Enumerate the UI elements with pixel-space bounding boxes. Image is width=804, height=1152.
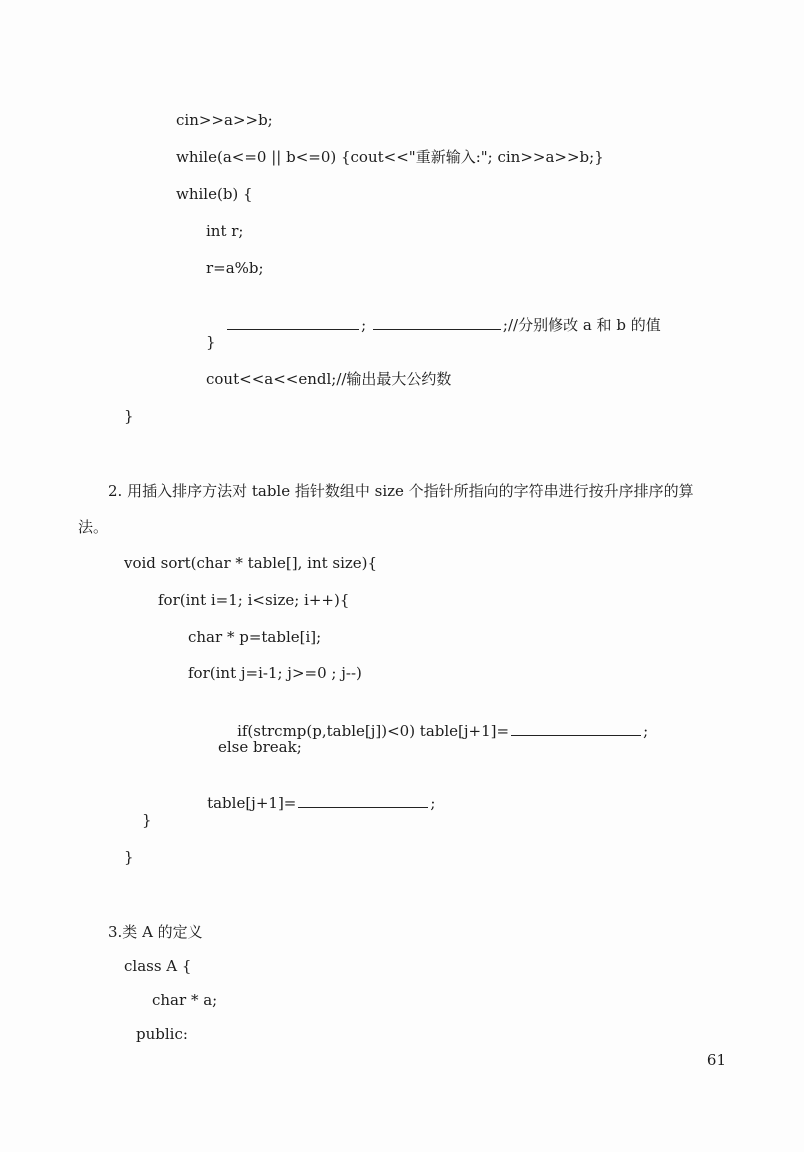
code-line-char-a: char * a;	[152, 991, 218, 1009]
answer-blank[interactable]	[511, 721, 641, 736]
code-line-close-outer: }	[124, 407, 134, 425]
table-suffix: ;	[430, 794, 436, 812]
blank-comment: ;//分别修改 a 和 b 的值	[502, 316, 661, 334]
code-line-class-a: class A {	[124, 957, 192, 975]
code-line-int-r: int r;	[206, 222, 244, 240]
code-line-while-check: while(a<=0 || b<=0) {cout<<"重新输入:"; cin>>a>>b;}	[176, 148, 604, 166]
code-line-cin: cin>>a>>b;	[176, 111, 273, 129]
question-3-heading: 3.类 A 的定义	[108, 923, 203, 941]
code-line-char-p: char * p=table[i];	[188, 628, 322, 646]
code-line-public: public:	[136, 1025, 188, 1043]
page-number: 61	[706, 1051, 726, 1069]
answer-blank[interactable]	[227, 315, 359, 330]
answer-blank[interactable]	[298, 793, 428, 808]
code-line-table-assign	[188, 773, 435, 833]
code-line-while-b: while(b) {	[176, 185, 253, 203]
code-line-cout: cout<<a<<endl;//输出最大公约数	[206, 370, 452, 388]
answer-blank[interactable]	[373, 315, 501, 330]
code-line-close-for: }	[142, 811, 152, 829]
code-line-else: else break;	[218, 738, 302, 756]
if-prefix: if(strcmp(p,table[j])<0) table[j+1]=	[237, 722, 510, 740]
code-line-close-func: }	[124, 848, 134, 866]
question-2-line2: 法。	[78, 518, 109, 536]
code-line-for-j: for(int j=i-1; j>=0 ; j--)	[188, 664, 362, 682]
if-suffix: ;	[643, 722, 649, 740]
question-2-line1: 2. 用插入排序方法对 table 指针数组中 size 个指针所指向的字符串进行按升序排序的算	[108, 482, 694, 500]
code-line-void-sort: void sort(char * table[], int size){	[124, 554, 378, 572]
table-prefix: table[j+1]=	[207, 794, 297, 812]
code-line-close-inner: }	[206, 333, 216, 351]
code-line-for-i: for(int i=1; i<size; i++){	[158, 591, 350, 609]
blank-separator: ;	[361, 316, 367, 334]
code-line-r-assign: r=a%b;	[206, 259, 264, 277]
code-line-fill-blanks	[206, 295, 661, 355]
